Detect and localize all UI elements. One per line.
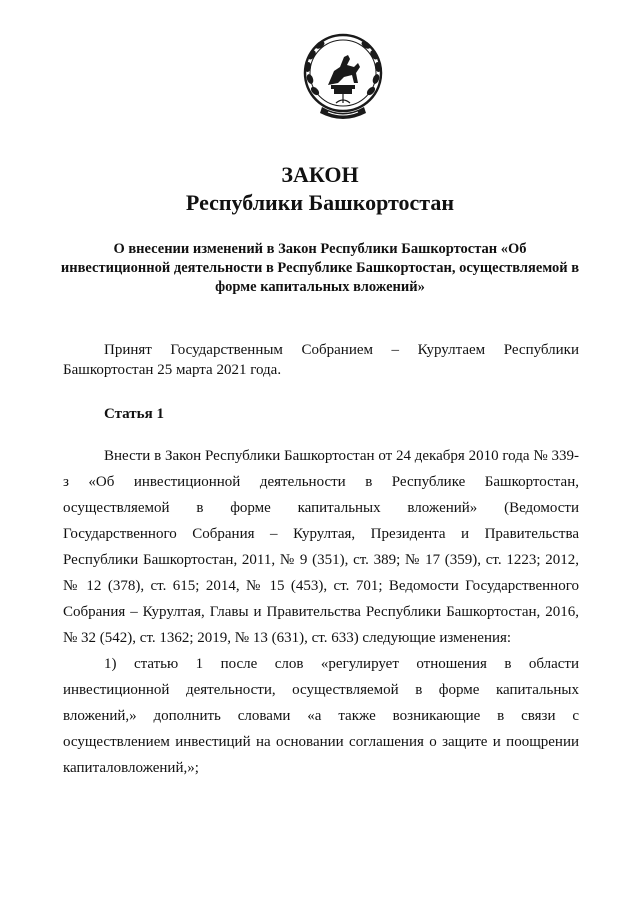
adoption-note: Принят Государственным Собранием – Курултаем Республики Башкортостан 25 марта 2021 года.	[63, 342, 579, 378]
article-paragraph: 1) статью 1 после слов «регулирует отношения в области инвестиционной деятельности, осуществляемой в форме капитальных вложений,» дополнить словами «а также возникающие в связи с осуществлением инвестиций на основании соглашения о защите и поощрении капиталовложений,»;	[63, 656, 579, 776]
article-label: Статья 1	[104, 406, 164, 422]
document-title: ЗАКОН	[281, 162, 359, 187]
bashkortostan-coat-of-arms-icon	[300, 27, 386, 127]
document-subtitle: Республики Башкортостан	[185, 190, 455, 215]
law-heading: О внесении изменений в Закон Республики Башкортостан «Об инвестиционной деятельности в Республике Башкортостан, осуществляемой в форме капитальных вложений»	[60, 241, 580, 295]
article-body	[63, 443, 579, 781]
article-paragraph: Внести в Закон Республики Башкортостан от 24 декабря 2010 года № 339-з «Об инвестиционной деятельности в Республике Башкортостан, осуществляемой в форме капитальных вложений» (Ведомости Государственного Собрания – Курултая, Президента и Правительства Республики Башкортостан, 2011, № 9 (351), ст. 389; № 17 (359), ст. 1223; 2012, № 12 (378), ст. 615; 2014, № 15 (453), ст. 701; Ведомости Государственного Собрания – Курултая, Главы и Правительства Республики Башкортостан, 2016, № 32 (542), ст. 1362; 2019, № 13 (631), ст. 633) следующие изменения:	[63, 448, 579, 646]
